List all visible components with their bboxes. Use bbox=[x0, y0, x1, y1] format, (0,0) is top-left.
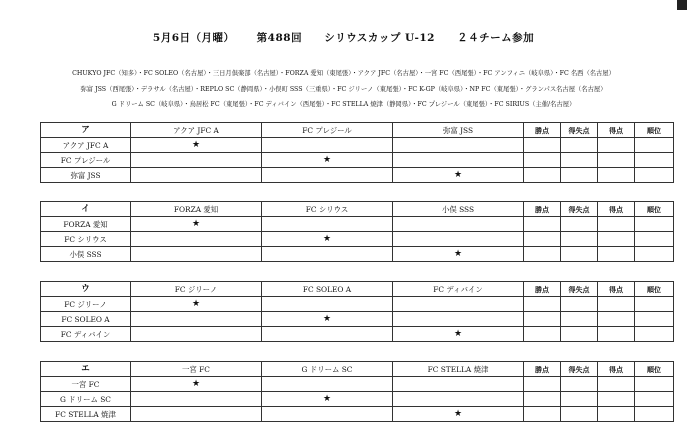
result-cell bbox=[393, 217, 524, 232]
self-match-cell: ★ bbox=[131, 297, 262, 312]
stat-cell bbox=[635, 217, 674, 232]
stat-cell bbox=[635, 232, 674, 247]
stat-cell bbox=[561, 392, 598, 407]
table-row bbox=[41, 377, 674, 392]
stat-cell bbox=[598, 327, 635, 342]
stat-cell bbox=[598, 247, 635, 262]
stat-cell bbox=[524, 392, 561, 407]
stat-cell bbox=[561, 217, 598, 232]
group-header-row bbox=[41, 362, 674, 377]
stat-cell bbox=[635, 392, 674, 407]
col-goals-against: 得失点 bbox=[561, 362, 598, 377]
self-match-cell: ★ bbox=[262, 392, 393, 407]
col-team: FC SOLEO A bbox=[262, 282, 393, 297]
result-cell bbox=[393, 297, 524, 312]
col-rank: 順位 bbox=[635, 282, 674, 297]
cup-name: シリウスカップ U-12 bbox=[324, 32, 435, 44]
stat-cell bbox=[598, 297, 635, 312]
row-team: FC STELLA 焼津 bbox=[41, 407, 131, 422]
result-cell bbox=[262, 138, 393, 153]
result-cell bbox=[262, 407, 393, 422]
table-row bbox=[41, 392, 674, 407]
teams-count: ２４チーム参加 bbox=[457, 32, 535, 44]
stat-cell bbox=[524, 217, 561, 232]
stat-cell bbox=[635, 297, 674, 312]
col-points: 勝点 bbox=[524, 362, 561, 377]
stat-cell bbox=[598, 138, 635, 153]
stat-cell bbox=[598, 217, 635, 232]
stat-cell bbox=[561, 312, 598, 327]
self-match-cell: ★ bbox=[393, 168, 524, 183]
row-team: アクア JFC A bbox=[41, 138, 131, 153]
col-goals-for: 得点 bbox=[598, 123, 635, 138]
stat-cell bbox=[524, 168, 561, 183]
col-goals-for: 得点 bbox=[598, 282, 635, 297]
stat-cell bbox=[635, 153, 674, 168]
stat-cell bbox=[524, 232, 561, 247]
col-rank: 順位 bbox=[635, 202, 674, 217]
col-team: G ドリーム SC bbox=[262, 362, 393, 377]
result-cell bbox=[393, 392, 524, 407]
stat-cell bbox=[598, 392, 635, 407]
group-name: エ bbox=[41, 362, 131, 377]
stat-cell bbox=[598, 312, 635, 327]
table-row bbox=[41, 217, 674, 232]
stat-cell bbox=[635, 407, 674, 422]
stat-cell bbox=[561, 327, 598, 342]
col-team: FC ディバイン bbox=[393, 282, 524, 297]
result-cell bbox=[131, 312, 262, 327]
result-cell bbox=[131, 327, 262, 342]
group-table bbox=[40, 361, 674, 422]
participant-line: CHUKYO JFC（知多）・FC SOLEO（名古屋）・三日月倶楽部（名古屋）・FORZA 愛知（東尾張）・アクア JFC（名古屋）・一宮 FC（西尾張）・FC アンフィニ（岐阜県）・FC 名西（名古屋） bbox=[72, 70, 615, 77]
result-cell bbox=[131, 168, 262, 183]
result-cell bbox=[393, 138, 524, 153]
group-header-row bbox=[41, 202, 674, 217]
stat-cell bbox=[561, 153, 598, 168]
stat-cell bbox=[524, 312, 561, 327]
stat-cell bbox=[635, 377, 674, 392]
stat-cell bbox=[524, 153, 561, 168]
col-team: 小俣 SSS bbox=[393, 202, 524, 217]
col-goals-against: 得失点 bbox=[561, 202, 598, 217]
self-match-cell: ★ bbox=[131, 217, 262, 232]
stat-cell bbox=[561, 232, 598, 247]
self-match-cell: ★ bbox=[393, 407, 524, 422]
col-team: FORZA 愛知 bbox=[131, 202, 262, 217]
group-name: ア bbox=[41, 123, 131, 138]
table-row bbox=[41, 247, 674, 262]
stat-cell bbox=[635, 312, 674, 327]
stat-cell bbox=[635, 247, 674, 262]
event-edition: 第488回 bbox=[256, 32, 303, 44]
self-match-cell: ★ bbox=[262, 312, 393, 327]
col-team: アクア JFC A bbox=[131, 123, 262, 138]
stat-cell bbox=[561, 407, 598, 422]
result-cell bbox=[393, 153, 524, 168]
result-cell bbox=[262, 168, 393, 183]
stat-cell bbox=[598, 407, 635, 422]
row-team: FC シリウス bbox=[41, 232, 131, 247]
row-team: FORZA 愛知 bbox=[41, 217, 131, 232]
result-cell bbox=[262, 217, 393, 232]
stat-cell bbox=[598, 232, 635, 247]
col-rank: 順位 bbox=[635, 123, 674, 138]
stat-cell bbox=[524, 297, 561, 312]
stat-cell bbox=[598, 377, 635, 392]
group-header-row bbox=[41, 282, 674, 297]
stat-cell bbox=[635, 138, 674, 153]
table-row bbox=[41, 327, 674, 342]
group-table bbox=[40, 122, 674, 183]
result-cell bbox=[131, 153, 262, 168]
row-team: FC ディバイン bbox=[41, 327, 131, 342]
group-name: イ bbox=[41, 202, 131, 217]
result-cell bbox=[262, 377, 393, 392]
col-team: FC STELLA 焼津 bbox=[393, 362, 524, 377]
group-name: ウ bbox=[41, 282, 131, 297]
stat-cell bbox=[598, 153, 635, 168]
row-team: FC SOLEO A bbox=[41, 312, 131, 327]
row-team: 小俣 SSS bbox=[41, 247, 131, 262]
participant-line: G ドリーム SC（岐阜県）・鳥居松 FC（東尾張）・FC ディバイン（西尾張）・FC STELLA 焼津（静岡県）・FC プレジール（東尾張）・FC SIRIUS（主催/名古屋） bbox=[111, 101, 576, 108]
stat-cell bbox=[561, 297, 598, 312]
table-row bbox=[41, 312, 674, 327]
table-row bbox=[41, 232, 674, 247]
row-team: G ドリーム SC bbox=[41, 392, 131, 407]
stat-cell bbox=[561, 377, 598, 392]
col-team: 一宮 FC bbox=[131, 362, 262, 377]
self-match-cell: ★ bbox=[262, 232, 393, 247]
col-team: 弥富 JSS bbox=[393, 123, 524, 138]
result-cell bbox=[262, 327, 393, 342]
row-team: 一宮 FC bbox=[41, 377, 131, 392]
row-team: FC プレジール bbox=[41, 153, 131, 168]
col-team: FC ジリーノ bbox=[131, 282, 262, 297]
self-match-cell: ★ bbox=[131, 377, 262, 392]
col-goals-for: 得点 bbox=[598, 202, 635, 217]
result-cell bbox=[393, 377, 524, 392]
result-cell bbox=[131, 247, 262, 262]
participant-line: 弥富 JSS（西尾張）・デラサル（名古屋）・REPLO SC（静岡県）・小俣町 SSS（三重県）・FC ジリーノ（東尾張）・FC K-GP（岐阜県）・NP FC（東尾張）・グランパス名古屋（名古屋） bbox=[80, 85, 607, 93]
result-cell bbox=[262, 247, 393, 262]
col-goals-for: 得点 bbox=[598, 362, 635, 377]
stat-cell bbox=[635, 168, 674, 183]
result-cell bbox=[262, 297, 393, 312]
table-row bbox=[41, 297, 674, 312]
stat-cell bbox=[635, 327, 674, 342]
event-date: 5月6日（月曜） bbox=[152, 32, 235, 44]
table-row bbox=[41, 153, 674, 168]
col-goals-against: 得失点 bbox=[561, 282, 598, 297]
row-team: 弥富 JSS bbox=[41, 168, 131, 183]
group-table bbox=[40, 281, 674, 342]
col-team: FC プレジール bbox=[262, 123, 393, 138]
group-header-row bbox=[41, 123, 674, 138]
table-row bbox=[41, 407, 674, 422]
result-cell bbox=[393, 232, 524, 247]
participant-list bbox=[0, 66, 687, 113]
self-match-cell: ★ bbox=[393, 247, 524, 262]
result-cell bbox=[131, 392, 262, 407]
stat-cell bbox=[561, 168, 598, 183]
result-cell bbox=[131, 232, 262, 247]
stat-cell bbox=[598, 168, 635, 183]
col-points: 勝点 bbox=[524, 282, 561, 297]
col-points: 勝点 bbox=[524, 202, 561, 217]
result-cell bbox=[131, 407, 262, 422]
col-points: 勝点 bbox=[524, 123, 561, 138]
stat-cell bbox=[524, 327, 561, 342]
table-row bbox=[41, 138, 674, 153]
group-table bbox=[40, 201, 674, 262]
col-goals-against: 得失点 bbox=[561, 123, 598, 138]
stat-cell bbox=[561, 247, 598, 262]
row-team: FC ジリーノ bbox=[41, 297, 131, 312]
col-rank: 順位 bbox=[635, 362, 674, 377]
col-team: FC シリウス bbox=[262, 202, 393, 217]
self-match-cell: ★ bbox=[131, 138, 262, 153]
stat-cell bbox=[524, 377, 561, 392]
table-row bbox=[41, 168, 674, 183]
stat-cell bbox=[524, 247, 561, 262]
self-match-cell: ★ bbox=[393, 327, 524, 342]
self-match-cell: ★ bbox=[262, 153, 393, 168]
page-title bbox=[0, 30, 687, 45]
corner-mark bbox=[677, 0, 687, 10]
stat-cell bbox=[561, 138, 598, 153]
stat-cell bbox=[524, 407, 561, 422]
stat-cell bbox=[524, 138, 561, 153]
result-cell bbox=[393, 312, 524, 327]
